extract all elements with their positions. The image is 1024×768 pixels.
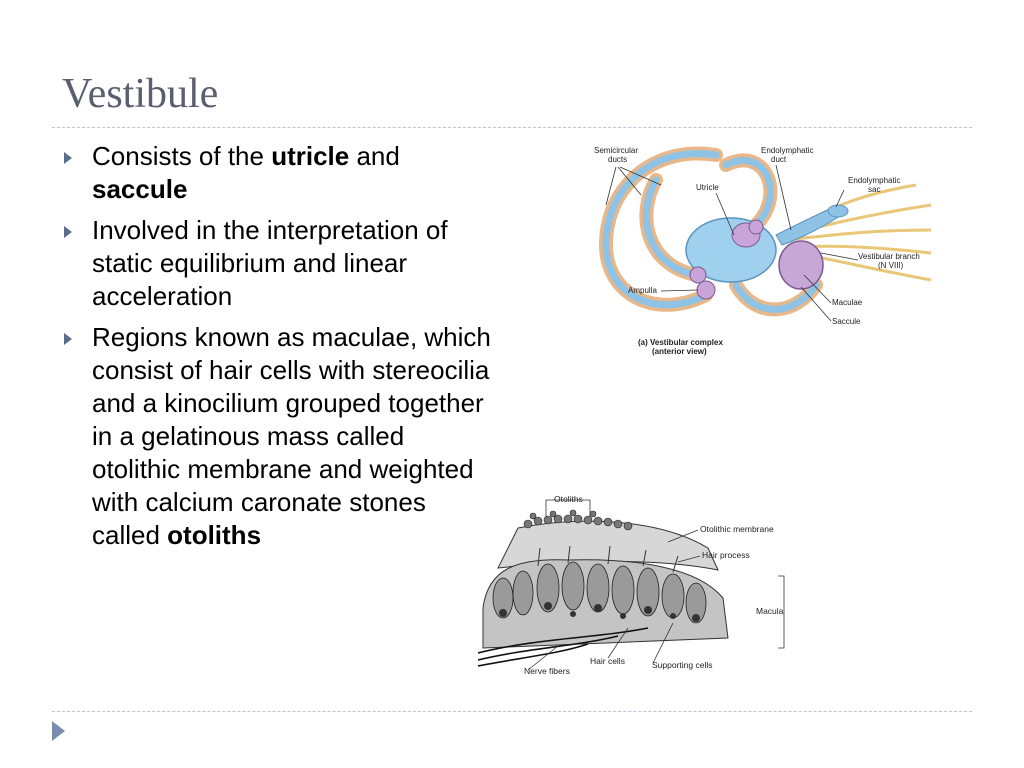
label-semicircular-ducts: Semicircular bbox=[594, 146, 639, 155]
label-supporting-cells: Supporting cells bbox=[652, 660, 713, 670]
bullet-text: Regions known as maculae, which consist of hair cells with stereocilia and a kinocilium grouped together in a gelatinous mass called otolithic membrane and weighted with calcium caronate stones called bbox=[92, 322, 491, 550]
bullet-item bbox=[62, 321, 494, 552]
bullet-text: Consists of the bbox=[92, 141, 272, 171]
label-otolithic-membrane: Otolithic membrane bbox=[700, 524, 774, 534]
bullet-arrow-icon bbox=[64, 152, 72, 164]
label-saccule: Saccule bbox=[832, 317, 861, 326]
label-endolymphatic-duct: duct bbox=[771, 155, 787, 164]
bullet-text: and bbox=[349, 141, 400, 171]
label-vestibular-branch: (N VIII) bbox=[878, 261, 904, 270]
label-endolymphatic-duct: Endolymphatic bbox=[761, 146, 814, 155]
figure-caption: (a) Vestibular complex bbox=[638, 338, 723, 347]
ampulla-illustration bbox=[749, 220, 763, 234]
label-semicircular-ducts: ducts bbox=[608, 155, 628, 164]
label-ampulla: Ampulla bbox=[628, 286, 657, 295]
bullet-text: Involved in the interpretation of static equilibrium and linear acceleration bbox=[92, 215, 448, 311]
label-maculae: Maculae bbox=[832, 298, 863, 307]
bullet-arrow-icon bbox=[64, 226, 72, 238]
label-utricle: Utricle bbox=[696, 183, 719, 192]
vestibular-complex-figure bbox=[586, 135, 931, 365]
label-nerve-fibers: Nerve fibers bbox=[524, 666, 570, 676]
macula-figure bbox=[478, 488, 798, 676]
label-hair-cells: Hair cells bbox=[590, 656, 625, 666]
footer-divider bbox=[52, 711, 972, 712]
bullet-item bbox=[62, 214, 494, 313]
ampulla-illustration bbox=[697, 281, 715, 299]
next-slide-arrow-icon[interactable] bbox=[52, 721, 65, 741]
ampulla-illustration bbox=[690, 267, 706, 283]
bold-term-saccule: saccule bbox=[92, 174, 188, 204]
bullet-list bbox=[62, 140, 494, 560]
label-macula: Macula bbox=[756, 606, 784, 616]
label-endolymphatic-sac: Endolymphatic bbox=[848, 176, 901, 185]
title-divider bbox=[52, 127, 972, 128]
bold-term-utricle: utricle bbox=[271, 141, 350, 171]
bullet-item bbox=[62, 140, 494, 206]
label-endolymphatic-sac: sac bbox=[868, 185, 881, 194]
figure-caption: (anterior view) bbox=[652, 347, 707, 356]
label-hair-process: Hair process bbox=[702, 550, 750, 560]
label-vestibular-branch: Vestibular branch bbox=[858, 252, 920, 261]
label-otoliths: Otoliths bbox=[554, 494, 583, 504]
endolymphatic-sac-tip bbox=[828, 205, 848, 217]
bullet-arrow-icon bbox=[64, 333, 72, 345]
saccule-illustration bbox=[779, 241, 823, 289]
bold-term-otoliths: otoliths bbox=[167, 520, 262, 550]
slide-title: Vestibule bbox=[62, 71, 219, 117]
